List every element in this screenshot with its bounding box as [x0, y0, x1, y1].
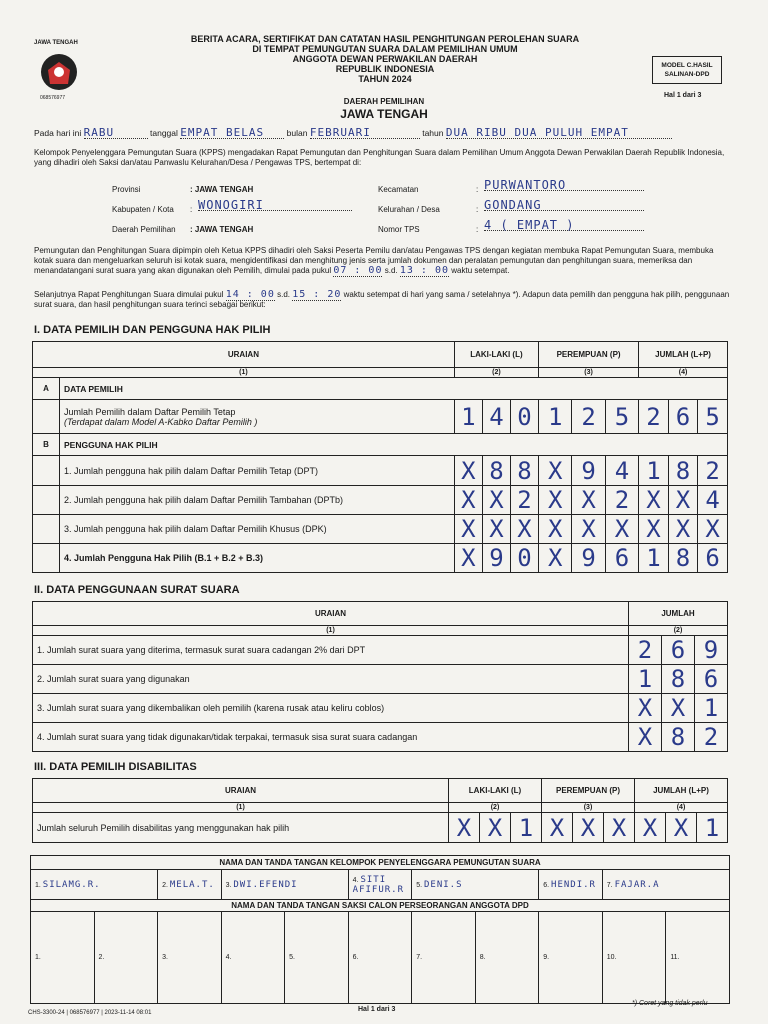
- a-digit: 4: [482, 400, 510, 434]
- section2-table: URAIAN JUMLAH (1) (2) 1. Jumlah surat suara yang diterima, termasuk surat suara cadangan 2% dari DPT 2 6 9 2. Jumlah surat suara yang digunakan 1 8 6 3. Jumlah surat suara yang dikembalikan oleh pemilih (karena rusak atau keliru coblos) X X 1 4. Jumlah surat suara yang tidak digunakan/tidak terpakai, termasuk sisa surat suara cadangan X 8 2: [32, 601, 728, 752]
- signature-table: NAMA DAN TANDA TANGAN KELOMPOK PENYELENGGARA PEMUNGUTAN SUARA 1. SILAMG.R. 2. MELA.T. 3. DWI.EFENDI 4. SITI AFIFUR.R 5. DENI.S 6. HENDI.R 7. FAJAR.A NAMA DAN TANDA TANGAN SAKSI CALON PERSEORANGAN ANGGOTA DPD 1. 2. 3. 4. 5. 6. 7. 8. 9. 10. 11.: [30, 855, 730, 1004]
- section3-title: III. DATA PEMILIH DISABILITAS: [34, 761, 197, 773]
- a-digit: 6: [668, 400, 698, 434]
- a-digit: 0: [510, 400, 538, 434]
- footer-code: CHS-3300-24 | 068576977 | 2023-11-14 08:01: [28, 1010, 152, 1016]
- a-digit: 5: [698, 400, 728, 434]
- page-label: Hal 1 dari 3: [664, 92, 702, 99]
- a-digit: 1: [454, 400, 482, 434]
- daerah-label: DAERAH PEMILIHAN: [343, 97, 425, 106]
- section3-table: URAIAN LAKI-LAKI (L) PEREMPUAN (P) JUMLAH (L+P) (1) (2) (3) (4) Jumlah seluruh Pemilih disabilitas yang menggunakan hak pilih X X 1 X X X X X 1: [32, 778, 728, 843]
- opening-line: Pada hari ini RABU tanggal EMPAT BELAS bulan FEBRUARI tahun DUA RIBU DUA PULUH EMPAT: [34, 128, 734, 139]
- daerah-value: JAWA TENGAH: [340, 107, 428, 121]
- count-paragraph: Selanjutnya Rapat Penghitungan Suara dimulai pukul 14 : 00 s.d. 15 : 20 waktu setempat di hari yang sama / setelahnya *). Adapun data pemilih dan pengguna hak pilih, penggunaan surat suara, dan hasil penghitungan suara terinci sebagai berikut:: [34, 289, 730, 309]
- logo-code: 068576977: [40, 95, 66, 101]
- document-title: BERITA ACARA, SERTIFIKAT DAN CATATAN HASIL PENGHITUNGAN PEROLEHAN SUARA DI TEMPAT PEMUNGUTAN SUARA DALAM PEMILIHAN UMUM ANGGOTA DEWAN PERWAKILAN DAERAH REPUBLIK INDONESIA TAHUN 2024: [190, 34, 580, 84]
- opening-paragraph: Kelompok Penyelenggara Pemungutan Suara (KPPS) mengadakan Rapat Pemungutan dan Penghitungan Suara dalam Pemilihan Umum Anggota Dewan Perwakilan Daerah Republik Indonesia, yang dihadiri oleh Saksi dan/atau Panwaslu Kelurahan/Desa / Pengawas TPS, bertempat di:: [34, 148, 725, 167]
- procedure-paragraph: Pemungutan dan Penghitungan Suara dipimpin oleh Ketua KPPS dihadiri oleh Saksi Peserta Pemilu dan/atau Pengawas TPS dengan kegiatan membuka Rapat Pemungutan Suara, membuka kotak suara dan mengeluarkan seluruh isi kotak suara, mengidentifikasi dan menghitung jenis serta jumlah dokumen dan peralatan pemungutan dan penghitungan suara, memeriksa dan menandatangani surat suara yang akan digunakan oleh Pemilih, dimulai pada pukul 07 : 00 s.d. 13 : 00 waktu setempat.: [34, 246, 714, 276]
- a-digit: 1: [539, 400, 572, 434]
- section1-table: URAIAN LAKI-LAKI (L) PEREMPUAN (P) JUMLAH (L+P) (1) (2) (3) (4) A DATA PEMILIH Jumlah Pemilih dalam Daftar Pemilih Tetap (Terdapat dalam Model A-Kabko Daftar Pemilih ) 1 4 0 1 2 5 2 6 5 B PENGGUNA HAK PILIH 1. Jumlah pengguna hak pilih dalam Daftar Pemilih Tetap (DPT) X 8 8 X 9 4 1 8 2 2. Jumlah pengguna hak pilih dalam Daftar Pemilih Tambahan (DPTb) X X 2 X X 2 X X 4 3. Jumlah pengguna hak pilih dalam Daftar Pemilih Khusus (DPK) X X X X X X X X X 4. Jumlah Pengguna Hak Pilih (B.1 + B.2 + B.3) X 9 0 X 9 6 1 8 6: [32, 341, 728, 573]
- logo-caption: JAWA TENGAH: [34, 40, 78, 46]
- footer-page: Hal 1 dari 3: [358, 1006, 396, 1013]
- footer-note: *) Coret yang tidak perlu: [632, 1000, 708, 1007]
- a-digit: 2: [572, 400, 605, 434]
- model-box: MODEL C.HASIL SALINAN-DPD: [652, 56, 722, 84]
- kpu-logo: [28, 40, 90, 102]
- section2-title: II. DATA PENGGUNAAN SURAT SUARA: [34, 584, 240, 596]
- section1-title: I. DATA PEMILIH DAN PENGGUNA HAK PILIH: [34, 324, 271, 336]
- a-digit: 5: [605, 400, 638, 434]
- location-block: Provinsi : JAWA TENGAH Kabupaten / Kota : WONOGIRI Daerah Pemilihan : JAWA TENGAH Kecamatan : PURWANTORO Kelurahan / Desa : GONDANG Nomor TPS : 4 ( EMPAT ): [112, 183, 672, 243]
- a-digit: 2: [639, 400, 669, 434]
